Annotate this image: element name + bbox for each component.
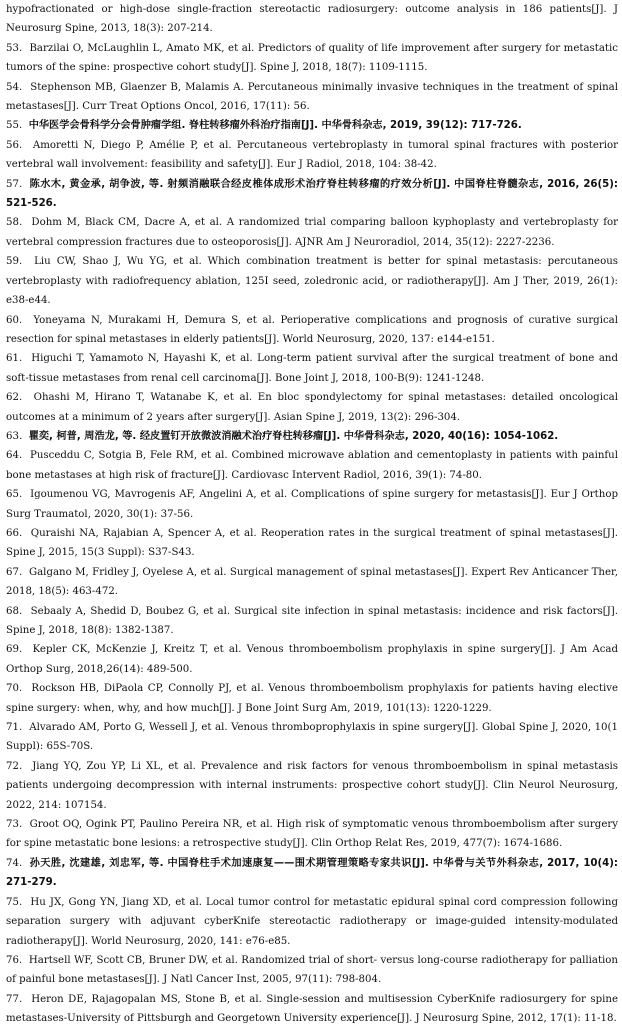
reference-text: 孙天胜, 沈建雄, 刘忠军, 等. 中国脊柱手术加速康复——围术期管理策略专家共识[J]. 中华骨与关节外科杂志, 2017, 10(4): 271-279. <box>6 857 618 889</box>
reference-number: 55. <box>6 120 23 132</box>
reference-item <box>6 854 618 893</box>
reference-item <box>6 563 618 602</box>
reference-number: 66. <box>6 527 23 539</box>
reference-item <box>6 757 618 815</box>
reference-text: 中华医学会骨科学分会骨肿瘤学组. 脊柱转移瘤外科治疗指南[J]. 中华骨科杂志, 2019, 39(12): 717-726. <box>28 120 522 132</box>
reference-item <box>6 213 618 252</box>
reference-text: Quraishi NA, Rajabian A, Spencer A, et al. Reoperation rates in the surgical treatment of spinal metastases[J]. Spine J, 2015, 15(3 Suppl): S37-S43. <box>6 527 619 559</box>
reference-item <box>6 485 618 524</box>
reference-text: Galgano M, Fridley J, Oyelese A, et al. Surgical management of spinal metastases[J]. Expert Rev Anticancer Ther, 2018, 18(5): 463-472. <box>6 566 618 598</box>
reference-text: Dohm M, Black CM, Dacre A, et al. A randomized trial comparing balloon kyphoplasty and vertebroplasty for vertebral compression fractures due to osteoporosis[J]. AJNR Am J Neuroradiol, 2014, 35(12): 2227-2236. <box>6 217 618 248</box>
reference-item <box>6 718 618 757</box>
reference-number: 71. <box>6 722 23 734</box>
reference-text: 瞿奕, 柯普, 周浩龙, 等. 经皮置钉开放微波消融术治疗脊柱转移瘤[J]. 中华骨科杂志, 2020, 40(16): 1054-1062. <box>28 430 559 442</box>
reference-item <box>6 252 618 310</box>
reference-number: 76. <box>6 954 23 966</box>
reference-text: Igoumenou VG, Mavrogenis AF, Angelini A, et al. Complications of spine surgery for metastasis[J]. Eur J Orthop Surg Traumatol, 2020, 30(1): 37-56. <box>6 489 618 520</box>
reference-number: 61. <box>6 353 23 365</box>
reference-number: 56. <box>6 139 23 151</box>
reference-text: Yoneyama N, Murakami H, Demura S, et al. Perioperative complications and prognosis of curative surgical resection for spinal metastases in elderly patients[J]. World Neurosurg, 2020, 137: e144-e151. <box>6 314 619 345</box>
reference-text: Heron DE, Rajagopalan MS, Stone B, et al. Single-session and multisession CyberKnife radiosurgery for spine metastases-University of Pittsburgh and Georgetown University experience[J]. J Neurosurg Spine, 2012, 17(1): 11-18. <box>6 993 618 1025</box>
reference-item <box>6 0 618 39</box>
reference-item <box>6 640 618 679</box>
reference-number: 62. <box>6 392 23 404</box>
reference-number: 68. <box>6 605 23 617</box>
reference-item <box>6 446 618 485</box>
reference-number: 75. <box>6 896 23 908</box>
reference-number: 60. <box>6 314 23 326</box>
reference-item <box>6 524 618 563</box>
reference-item <box>6 388 618 427</box>
reference-item <box>6 679 618 718</box>
reference-item <box>6 990 618 1029</box>
reference-number: 63. <box>6 430 23 442</box>
reference-text: Ohashi M, Hirano T, Watanabe K, et al. En bloc spondylectomy for spinal metastases: detailed oncological outcomes at a minimum of 2 years after surgery[J]. Asian Spine J, 2019, 13(2): 296-304. <box>6 392 618 423</box>
reference-item <box>6 39 618 78</box>
reference-item <box>6 951 618 990</box>
reference-text: 陈水木, 黄金承, 胡争波, 等. 射频消融联合经皮椎体成形术治疗脊柱转移瘤的疗效分析[J]. 中国脊柱脊髓杂志, 2016, 26(5): 521-526. <box>6 178 618 210</box>
reference-item <box>6 427 618 446</box>
reference-number: 64. <box>6 450 23 462</box>
reference-number: 70. <box>6 683 23 695</box>
reference-text: Liu CW, Shao J, Wu YG, et al. Which combination treatment is better for spinal metastasis: percutaneous vertebroplasty with radiofrequency ablation, 125I seed, zoledronic acid, or radiotherapy[J]. Am J Ther, 2019, 26(1): e38-e44. <box>6 256 618 307</box>
reference-number: 72. <box>6 760 23 772</box>
reference-number: 57. <box>6 178 23 190</box>
reference-item <box>6 78 618 117</box>
reference-number: 58. <box>6 217 23 229</box>
reference-item <box>6 815 618 854</box>
reference-text: Hu JX, Gong YN, Jiang XD, et al. Local tumor control for metastatic epidural spinal cord compression following separation surgery with adjuvant cyberKnife stereotactic radiotherapy or image-guided intensity-modulated radiotherapy[J]. World Neurosurg, 2020, 141: e76-e85. <box>6 896 618 947</box>
reference-number: 54. <box>6 81 23 93</box>
reference-number: 77. <box>6 993 23 1005</box>
reference-text: hypofractionated or high-dose single-fraction stereotactic radiosurgery: outcome analysis in 186 patients[J]. J Neurosurg Spine, 2013, 18(3): 207-214. <box>6 4 618 35</box>
reference-number: 53. <box>6 42 23 54</box>
reference-text: Groot OQ, Ogink PT, Paulino Pereira NR, et al. High risk of symptomatic venous thromboembolism after surgery for spine metastatic bone lesions: a retrospective study[J]. Clin Orthop Relat Res, 2019, 477(7): 1674-1686. <box>6 819 618 850</box>
reference-text: Kepler CK, McKenzie J, Kreitz T, et al. Venous thromboembolism prophylaxis in spine surgery[J]. J Am Acad Orthop Surg, 2018,26(14): 489-500. <box>6 644 618 675</box>
reference-text: Stephenson MB, Glaenzer B, Malamis A. Percutaneous minimally invasive techniques in the treatment of spinal metastases[J]. Curr Treat Options Oncol, 2016, 17(11): 56. <box>6 81 618 113</box>
reference-text: Amoretti N, Diego P, Amélie P, et al. Percutaneous vertebroplasty in tumoral spinal fractures with posterior vertebral wall involvement: feasibility and safety[J]. Eur J Radiol, 2018, 104: 38-42. <box>6 139 618 171</box>
reference-item <box>6 893 618 951</box>
reference-item <box>6 116 618 135</box>
reference-number: 73. <box>6 819 23 831</box>
reference-item <box>6 349 618 388</box>
reference-item <box>6 175 618 214</box>
reference-number: 65. <box>6 489 23 501</box>
reference-text: Rockson HB, DiPaola CP, Connolly PJ, et al. Venous thromboembolism prophylaxis for patients having elective spine surgery: when, why, and how much[J]. J Bone Joint Surg Am, 2019, 101(13): 1220-1229. <box>6 683 618 714</box>
reference-number: 59. <box>6 256 23 268</box>
reference-text: Jiang YQ, Zou YP, Li XL, et al. Prevalence and risk factors for venous thromboembolism in spinal metastasis patients undergoing decompression with internal instruments: prospective cohort study[J]. Clin Neurol Neurosurg, 2022, 214: 107154. <box>6 760 618 811</box>
reference-text: Barzilai O, McLaughlin L, Amato MK, et al. Predictors of quality of life improvement after surgery for metastatic tumors of the spine: prospective cohort study[J]. Spine J, 2018, 18(7): 1109-1115. <box>6 42 618 74</box>
reference-number: 69. <box>6 644 23 656</box>
reference-item <box>6 311 618 350</box>
reference-item <box>6 602 618 641</box>
reference-text: Sebaaly A, Shedid D, Boubez G, et al. Surgical site infection in spinal metastasis: incidence and risk factors[J]. Spine J, 2018, 18(8): 1382-1387. <box>6 605 618 636</box>
reference-item <box>6 136 618 175</box>
reference-text: Pusceddu C, Sotgia B, Fele RM, et al. Combined microwave ablation and cementoplasty in patients with painful bone metastases at high risk of fracture[J]. Cardiovasc Intervent Radiol, 2016, 39(1): 74-80. <box>6 450 618 481</box>
reference-text: Alvarado AM, Porto G, Wessell J, et al. Venous thromboprophylaxis in spine surgery[J]. Global Spine J, 2020, 10(1 Suppl): 65S-70S. <box>6 722 618 753</box>
reference-text: Higuchi T, Yamamoto N, Hayashi K, et al. Long-term patient survival after the surgical treatment of bone and soft-tissue metastases from renal cell carcinoma[J]. Bone Joint J, 2018, 100-B(9): 1241-1248. <box>6 353 618 384</box>
reference-number: 74. <box>6 857 23 869</box>
reference-number: 67. <box>6 566 23 578</box>
reference-text: Hartsell WF, Scott CB, Bruner DW, et al. Randomized trial of short- versus long-course radiotherapy for palliation of painful bone metastases[J]. J Natl Cancer Inst, 2005, 97(11): 798-804. <box>6 954 618 986</box>
